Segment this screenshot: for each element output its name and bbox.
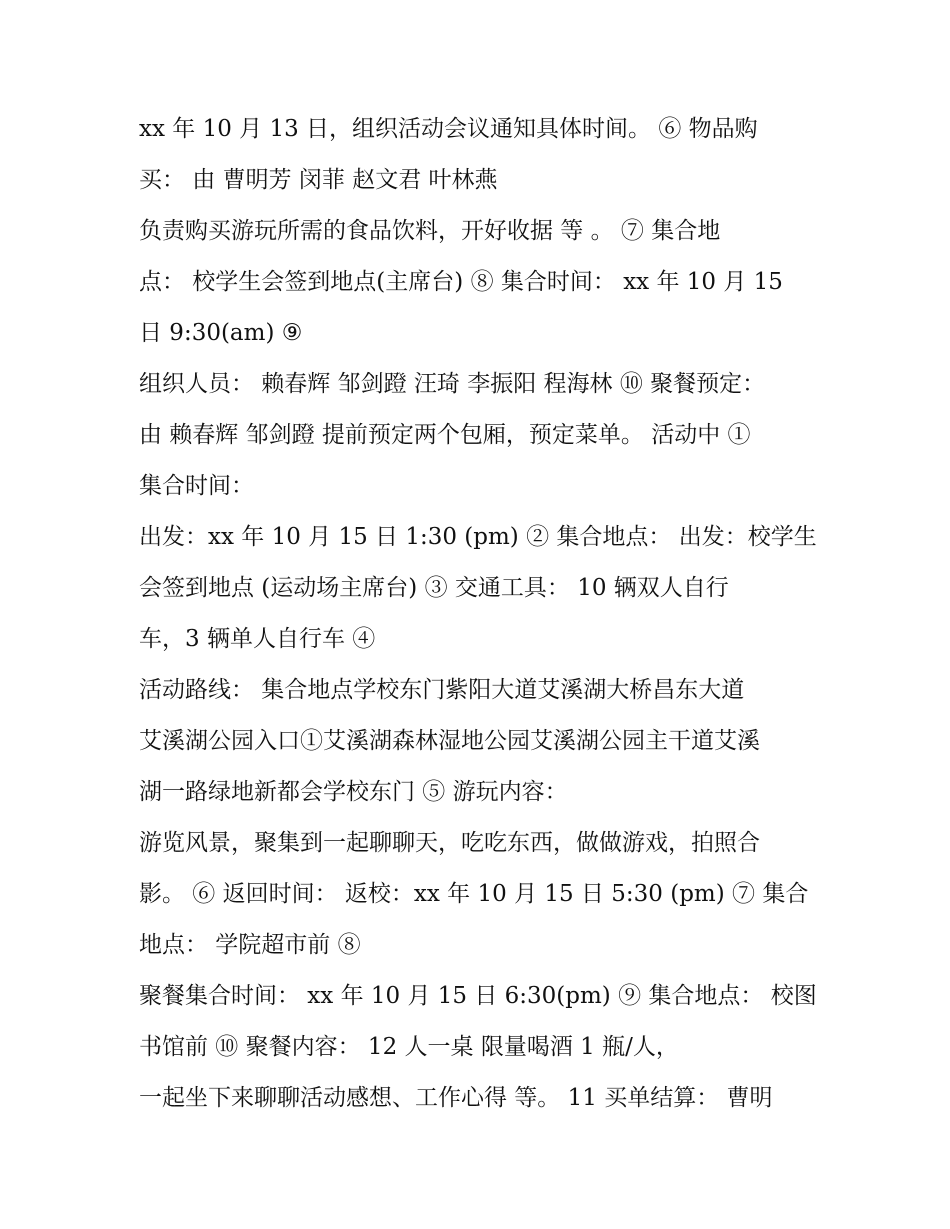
text-line: 影。 ⑥ 返回时间： 返校：xx 年 10 月 15 日 5:30 (pm) ⑦ 集合 — [139, 881, 809, 907]
text-line: 会签到地点 (运动场主席台) ③ 交通工具： 10 辆双人自行 — [139, 575, 729, 601]
text-line: xx 年 10 月 13 日，组织活动会议通知具体时间。 ⑥ 物品购 — [139, 116, 758, 142]
text-line: 湖一路绿地新都会学校东门 ⑤ 游玩内容： — [139, 779, 568, 805]
text-line: 艾溪湖公园入口①艾溪湖森林湿地公园艾溪湖公园主干道艾溪 — [139, 728, 760, 754]
text-line: 一起坐下来聊聊活动感想、工作心得 等。 11 买单结算： 曹明 — [139, 1085, 773, 1111]
text-line: 出发：xx 年 10 月 15 日 1:30 (pm) ② 集合地点： 出发：校学生 — [139, 524, 817, 550]
text-line: 车，3 辆单人自行车 ④ — [139, 626, 376, 652]
body-text — [139, 104, 829, 1124]
text-line: 组织人员： 赖春辉 邹剑蹬 汪琦 李振阳 程海林 ⑩ 聚餐预定： — [139, 371, 766, 397]
text-line: 由 赖春辉 邹剑蹬 提前预定两个包厢，预定菜单。 活动中 ① — [139, 422, 751, 448]
text-line: 地点： 学院超市前 ⑧ — [139, 932, 361, 958]
text-line: 活动路线： 集合地点学校东门紫阳大道艾溪湖大桥昌东大道 — [139, 677, 745, 703]
text-line: 负责购买游玩所需的食品饮料，开好收据 等 。 ⑦ 集合地 — [139, 218, 721, 244]
text-line: 游览风景，聚集到一起聊聊天，吃吃东西，做做游戏，拍照合 — [139, 830, 760, 856]
text-line: 买： 由 曹明芳 闵菲 赵文君 叶林燕 — [139, 167, 498, 193]
text-line: 日 9:30(am) ⑨ — [139, 320, 303, 346]
text-line: 集合时间： — [139, 473, 254, 499]
text-line: 聚餐集合时间： xx 年 10 月 15 日 6:30(pm) ⑨ 集合地点： 校图 — [139, 983, 817, 1009]
text-line: 书馆前 ⑩ 聚餐内容： 12 人一桌 限量喝酒 1 瓶/人， — [139, 1034, 679, 1060]
text-line: 点： 校学生会签到地点(主席台) ⑧ 集合时间： xx 年 10 月 15 — [139, 269, 783, 295]
